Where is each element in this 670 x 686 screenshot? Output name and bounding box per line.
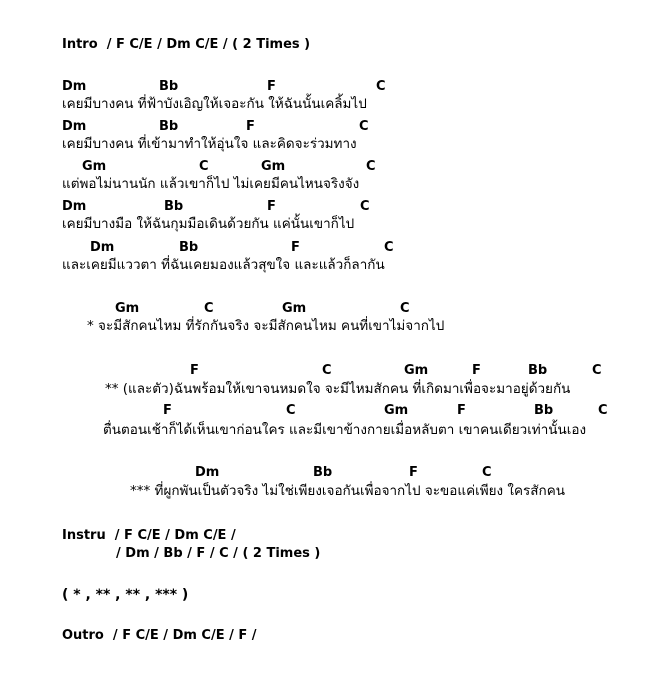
lyric-line: เคยมีบางคน ที่เข้ามาทำให้อุ่นใจ และคิดจะร่วมทาง xyxy=(62,136,357,152)
chord: F xyxy=(267,199,276,214)
instru-line-1: Instru / F C/E / Dm C/E / xyxy=(62,528,236,543)
chord: Gm xyxy=(261,159,286,174)
chord: Gm xyxy=(282,301,307,316)
intro-line: Intro / F C/E / Dm C/E / ( 2 Times ) xyxy=(62,37,311,52)
chord: F xyxy=(472,363,481,378)
chord: Bb xyxy=(159,119,179,134)
lyric-line: และเคยมีแววตา ที่ฉันเคยมองแล้วสุขใจ และแล้วก็ลากัน xyxy=(62,257,385,273)
chord: Dm xyxy=(62,119,87,134)
chord: C xyxy=(204,301,214,316)
lyric-line: * จะมีสักคนไหม ที่รักกันจริง จะมีสักคนไหม คนที่เขาไม่จากไป xyxy=(87,318,445,334)
chord: C xyxy=(376,79,386,94)
chord: C xyxy=(366,159,376,174)
chord: Dm xyxy=(195,465,220,480)
chord: Dm xyxy=(62,199,87,214)
chord: Bb xyxy=(159,79,179,94)
lyric-line: ** (และตัว)ฉันพร้อมให้เขาจนหมดใจ จะมีไหมสักคน ที่เกิดมาเพื่อจะมาอยู่ด้วยกัน xyxy=(105,381,571,397)
chord: Gm xyxy=(115,301,140,316)
chord: Bb xyxy=(534,403,554,418)
chord: C xyxy=(322,363,332,378)
lyric-line: ตื่นตอนเช้าก็ได้เห็นเขาก่อนใคร และมีเขาข้างกายเมื่อหลับตา เขาคนเดียวเท่านั้นเอง xyxy=(103,422,587,438)
chord: Dm xyxy=(62,79,87,94)
lyric-line: *** ที่ผูกพันเป็นตัวจริง ไม่ใช่เพียงเจอกันเพื่อจากไป จะขอแค่เพียง ใครสักคน xyxy=(130,483,565,499)
chord: C xyxy=(360,199,370,214)
chord: C xyxy=(384,240,394,255)
lyric-line: เคยมีบางมือ ให้ฉันกุมมือเดินด้วยกัน แค่นั้นเขาก็ไป xyxy=(62,216,355,232)
chord: C xyxy=(199,159,209,174)
chord: Bb xyxy=(313,465,333,480)
chord: C xyxy=(359,119,369,134)
chord: Bb xyxy=(179,240,199,255)
chord: F xyxy=(163,403,172,418)
chord: C xyxy=(400,301,410,316)
chord: F xyxy=(190,363,199,378)
chord: C xyxy=(592,363,602,378)
lyric-line: แต่พอไม่นานนัก แล้วเขาก็ไป ไม่เคยมีคนไหนจริงจัง xyxy=(62,176,360,192)
chord: F xyxy=(246,119,255,134)
outro-line: Outro / F C/E / Dm C/E / F / xyxy=(62,628,257,643)
lyric-line: เคยมีบางคน ที่ฟ้าบังเอิญให้เจอะกัน ให้ฉันนั้นเคลิ้มไป xyxy=(62,96,367,112)
chord: C xyxy=(598,403,608,418)
chord: C xyxy=(482,465,492,480)
chord: C xyxy=(286,403,296,418)
chord: Gm xyxy=(404,363,429,378)
chord: Bb xyxy=(528,363,548,378)
chord: Gm xyxy=(384,403,409,418)
chord: F xyxy=(409,465,418,480)
chord: F xyxy=(291,240,300,255)
repeat-line: ( * , ** , ** , *** ) xyxy=(62,587,189,603)
instru-line-2: / Dm / Bb / F / C / ( 2 Times ) xyxy=(116,546,321,561)
chord: Dm xyxy=(90,240,115,255)
chord: F xyxy=(457,403,466,418)
chord: Bb xyxy=(164,199,184,214)
chord: Gm xyxy=(82,159,107,174)
chord: F xyxy=(267,79,276,94)
